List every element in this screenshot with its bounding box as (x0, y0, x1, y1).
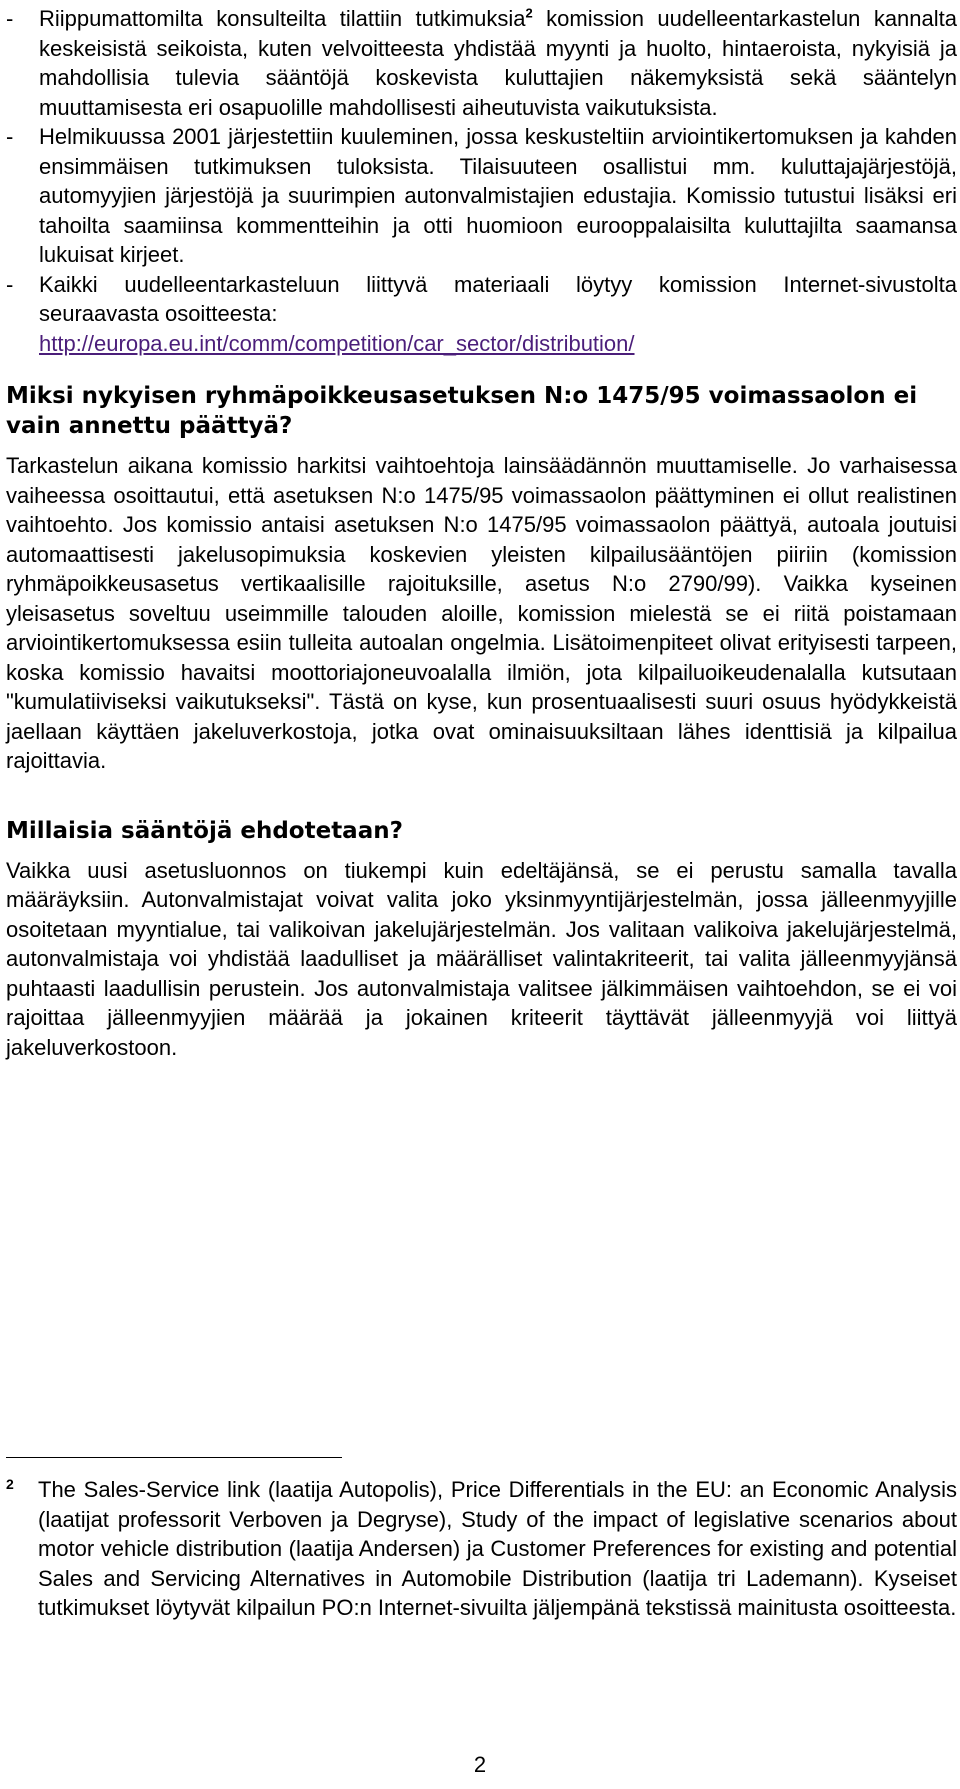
footnote-text: The Sales-Service link (laatija Autopolis), Price Differentials in the EU: an Economic Analysis (laatijat professorit Verboven ja Degryse), Study of the impact of legislative scenarios about motor vehicle distribution (laatija Andersen) ja Customer Preferences for existing and potential Sales and Servicing Alternatives in Automobile Distribution (laatija tri Lademann). Kyseiset tutkimukset löytyvät kilpailun PO:n Internet-sivuilta jäljempänä tekstissä mainitusta osoitteesta. (38, 1477, 957, 1620)
bullet-dash: - (6, 6, 14, 31)
bullet-item-hearing (6, 122, 957, 270)
bullet-text: Helmikuussa 2001 järjestettiin kuuleminen, jossa keskusteltiin arviointikertomuksen ja kahden ensimmäisen tutkimuksen tuloksista. Tilaisuuteen osallistui mm. kuluttajajärjestöjä, automyyjien järjestöjä ja suurimpien autonvalmistajien edustajia. Komissio tutustui lisäksi eri tahoilta saamiinsa kommentteihin ja otti huomioon eurooppalaisilta kuluttajilta saamansa lukuisat kirjeet. (39, 124, 957, 267)
footnote-separator (6, 1457, 342, 1458)
bullet-text: Riippumattomilta konsulteilta tilattiin tutkimuksia (39, 6, 526, 31)
bullet-item-studies (6, 4, 957, 122)
bullet-dash: - (6, 124, 14, 149)
main-content (6, 4, 957, 1062)
footnote (6, 1475, 957, 1623)
footnote-marker: 2 (6, 1476, 14, 1492)
bullet-text: Kaikki uudelleentarkasteluun liittyvä materiaali löytyy komission Internet-sivustolta seuraavasta osoitteesta: (39, 271, 957, 326)
section-heading-rules: Millaisia sääntöjä ehdotetaan? (6, 817, 403, 844)
footnote-reference[interactable]: 2 (525, 5, 533, 21)
section-paragraph-why: Tarkastelun aikana komissio harkitsi vaihtoehtoja lainsäädännön muuttamiselle. Jo varhaisessa vaiheessa osoittautui, että asetuksen N:o 1475/95 voimassaolon päättyminen ei ollut realistinen vaihtoehto. Jos komissio antaisi asetuksen N:o 1475/95 voimassaolon päättyä, autoala joutuisi automaattisesti jakelusopimuksia koskevien yleisten kilpailusääntöjen piiriin (komission ryhmäpoikkeusasetus vertikaalisille rajoituksille, asetus N:o 2790/99). Vaikka kyseinen yleisasetus soveltuu useimmille talouden aloille, komission mielestä se ei riitä poistamaan arviointikertomuksessa esiin tulleita autoalan ongelmia. Lisätoimenpiteet olivat erityisesti tarpeen, koska komissio havaitsi moottoriajoneuvoalalla ilmiön, jota kilpailuoikeudenalalla kutsutaan "kumulatiiviseksi vaikutukseksi". Tästä on kyse, kun prosentuaalisesti suuri osuus hyödykkeistä jaellaan käyttäen jakeluverkostoja, jotka ovat ominaisuuksiltaan lähes identtisiä ja kilpailua rajoittavia. (6, 453, 957, 773)
bullet-dash: - (6, 271, 14, 297)
bullet-item-materials (6, 270, 957, 359)
page-number: 2 (473, 1752, 487, 1777)
bullet-text-continued: komission uudelleentarkastelun kannalta keskeisistä seikoista, kuten velvoitteesta yhdistää myynti ja huolto, hintaeroista, nykyisiä ja mahdollisia tulevia sääntöjä koskevista kuluttajien näkemyksistä sekä sääntelyn muuttamisesta eri osapuolille mahdollisesti aiheutuvista vaikutuksista. (39, 6, 957, 120)
section-paragraph-rules: Vaikka uusi asetusluonnos on tiukempi kuin edeltäjänsä, se ei perustu samalla tavalla määräyksiin. Autonvalmistajat voivat valita joko yksinmyyntijärjestelmän, jossa jälleenmyyjille osoitetaan myyntialue, tai valikoivan jakelujärjestelmän. Jos valitaan valikoiva jakelujärjestelmä, autonvalmistaja voi yhdistää laadulliset ja määrälliset valintakriteerit, tai valita jälleenmyyjänsä puhtaasti laadullisin perustein. Jos autonvalmistaja valitsee jälkimmäisen vaihtoehdon, se ei voi rajoittaa jälleenmyyjien määrää ja jokainen kriteerit täyttävät jälleenmyyjä voi liittyä jakeluverkostoon. (6, 857, 957, 1060)
competition-url-link[interactable]: http://europa.eu.int/comm/competition/car_sector/distribution/ (39, 330, 635, 356)
section-heading-why: Miksi nykyisen ryhmäpoikkeusasetuksen N:o 1475/95 voimassaolon ei vain annettu päättyä? (6, 383, 918, 439)
